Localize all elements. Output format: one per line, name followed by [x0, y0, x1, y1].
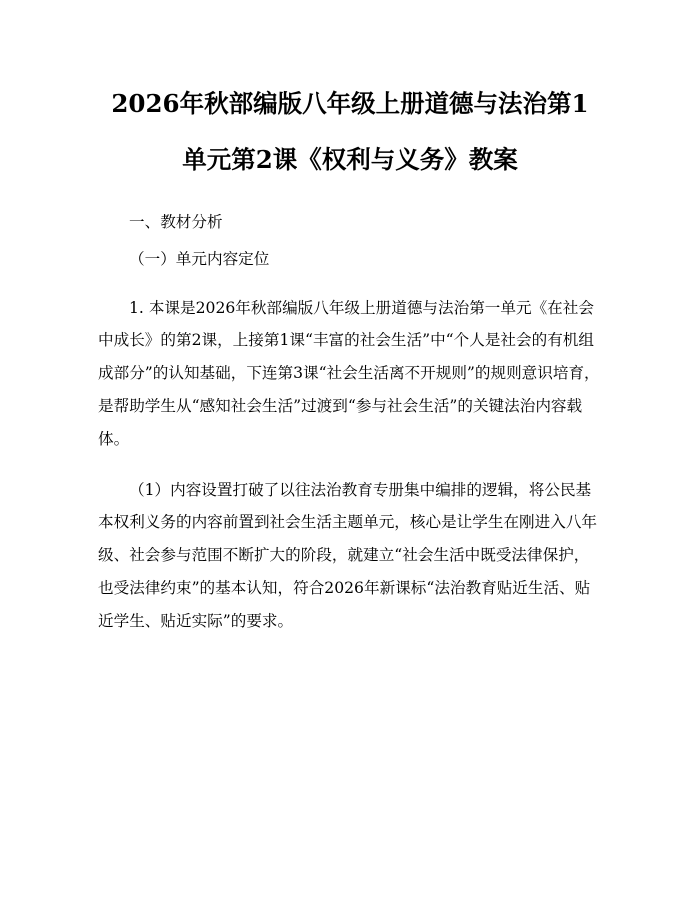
subsection-heading-unit-positioning: （一）单元内容定位	[129, 249, 270, 268]
title-line-1: 2026年秋部编版八年级上册道德与法治第1	[111, 89, 589, 118]
title-line-2: 单元第2课《权利与义务》教案	[182, 145, 518, 174]
section-heading-teaching-material-analysis: 一、教材分析	[129, 213, 223, 231]
document-title	[98, 0, 602, 188]
paragraph-content-setting: （1）内容设置打破了以往法治教育专册集中编排的逻辑，将公民基本权利义务的内容前置到社会生活主题单元，核心是让学生在刚进入八年级、社会参与范围不断扩大的阶段，就建立“社会生活中既受法律保护，也受法律约束”的基本认知，符合2026年新课标“法治教育贴近生活、贴近学生、贴近实际”的要求。	[98, 480, 598, 630]
paragraph-lesson-context: 1. 本课是2026年秋部编版八年级上册道德与法治第一单元《在社会中成长》的第2课，上接第1课“丰富的社会生活”中“个人是社会的有机组成部分”的认知基础，下连第3课“社会生活离不开规则”的规则意识培育，是帮助学生从“感知社会生活”过渡到“参与社会生活”的关键法治内容载体。	[98, 298, 600, 448]
